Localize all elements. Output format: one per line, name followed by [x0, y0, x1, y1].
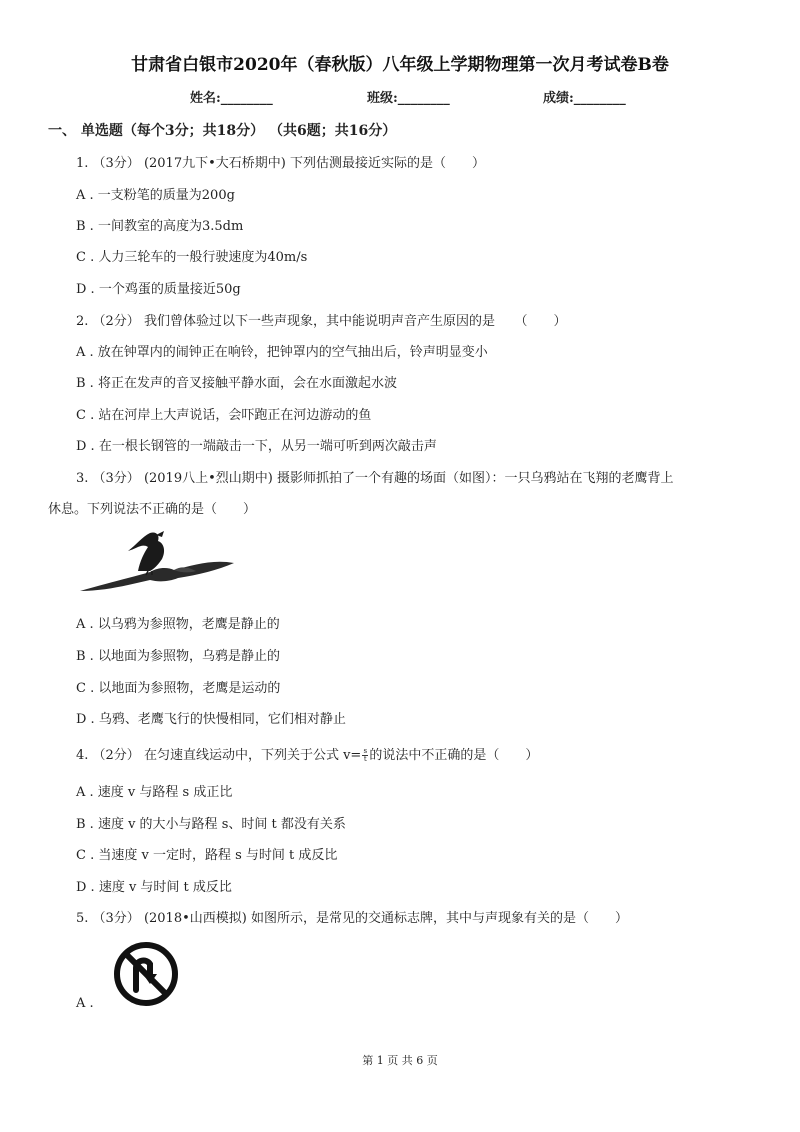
question-2-stem: 2. （2分） 我们曾体验过以下一些声现象，其中能说明声音产生原因的是 （ ） [76, 314, 567, 329]
question-4-option-c: C . 当速度 v 一定时，路程 s 与时间 t 成反比 [76, 848, 338, 863]
section-heading: 一、 单选题（每个3分；共18分） （共6题；共16分） [48, 123, 397, 139]
page-footer: 第 1 页 共 6 页 [362, 1054, 438, 1067]
no-u-turn-sign-icon [112, 940, 180, 1008]
question-2-option-a: A . 放在钟罩内的闹钟正在响铃，把钟罩内的空气抽出后，铃声明显变小 [76, 345, 488, 360]
question-3-option-a: A . 以乌鸦为参照物，老鹰是静止的 [76, 617, 280, 632]
question-1-option-c: C . 人力三轮车的一般行驶速度为40m/s [76, 250, 308, 265]
score-field-label: 成绩:________ [543, 91, 626, 106]
question-4-stem [76, 744, 538, 763]
name-field-label: 姓名:________ [190, 91, 273, 106]
question-1-option-b: B . 一间教室的高度为3.5dm [76, 219, 244, 234]
question-5-option-a: A . [76, 996, 94, 1011]
question-2-option-b: B . 将正在发声的音叉接触平静水面，会在水面激起水波 [76, 376, 397, 391]
crow-on-eagle-icon [78, 525, 238, 600]
question-4-option-b: B . 速度 v 的大小与路程 s、时间 t 都没有关系 [76, 817, 346, 832]
question-1-option-a: A . 一支粉笔的质量为200g [76, 188, 235, 203]
question-5-stem: 5. （3分） (2018•山西模拟) 如图所示，是常见的交通标志牌，其中与声现象有关的是（ ） [76, 911, 628, 926]
class-field-label: 班级:________ [367, 91, 450, 106]
question-2-option-d: D . 在一根长钢管的一端敲击一下，从另一端可听到两次敲击声 [76, 439, 437, 454]
question-1-option-d: D . 一个鸡蛋的质量接近50g [76, 282, 241, 297]
velocity-fraction: $\frac{s}{t}$ [363, 747, 368, 763]
question-3-stem-line1: 3. （3分） (2019八上•烈山期中) 摄影师抓拍了一个有趣的场面（如图）：一只乌鸦站在飞翔的老鹰背上 [76, 471, 674, 486]
question-2-option-c: C . 站在河岸上大声说话，会吓跑正在河边游动的鱼 [76, 408, 372, 423]
question-3-option-b: B . 以地面为参照物，乌鸦是静止的 [76, 649, 280, 664]
question-4-stem-before: 4. （2分） 在匀速直线运动中，下列关于公式 v= [76, 748, 362, 763]
question-4-option-a: A . 速度 v 与路程 s 成正比 [76, 785, 233, 800]
question-1-stem: 1. （3分） (2017九下•大石桥期中) 下列估测最接近实际的是（ ） [76, 156, 485, 171]
question-4-stem-after: 的说法中不正确的是（ ） [369, 748, 539, 763]
page-title: 甘肃省白银市2020年（春秋版）八年级上学期物理第一次月考试卷B卷 [131, 55, 669, 75]
question-3-option-c: C . 以地面为参照物，老鹰是运动的 [76, 681, 281, 696]
question-3-stem-line2: 休息。下列说法不正确的是（ ） [48, 502, 257, 517]
question-3-option-d: D . 乌鸦、老鹰飞行的快慢相同，它们相对静止 [76, 712, 346, 727]
question-4-option-d: D . 速度 v 与时间 t 成反比 [76, 880, 232, 895]
